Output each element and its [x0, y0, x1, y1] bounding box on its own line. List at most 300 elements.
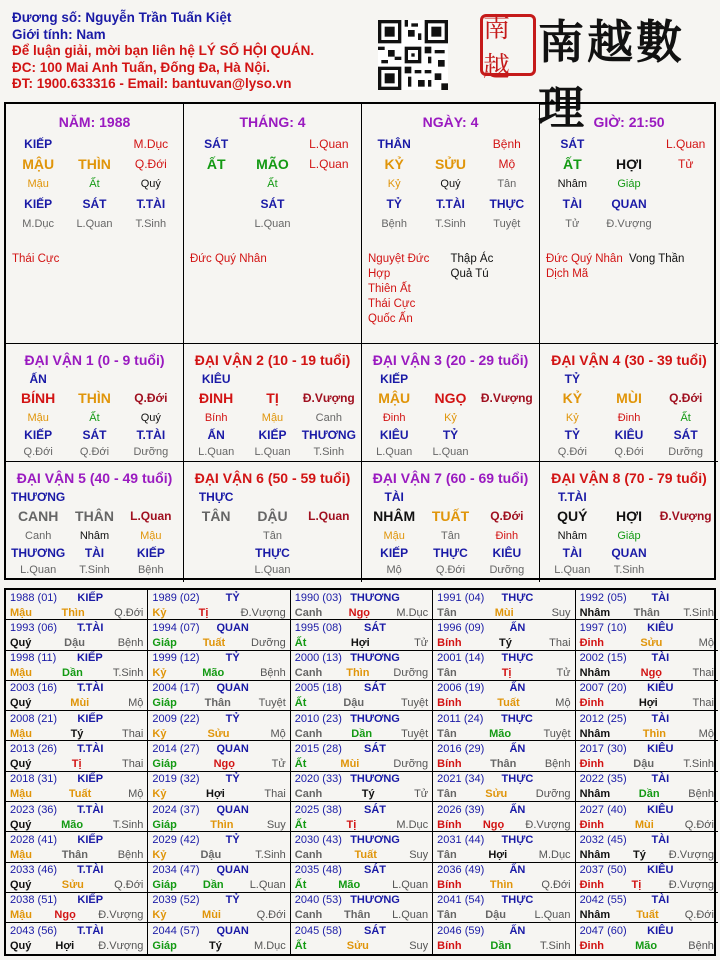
year-phase: T.Sinh — [255, 848, 286, 861]
year-label: 1997 (10) — [579, 621, 627, 634]
year-stem: Giáp — [152, 636, 177, 649]
year-label: 2017 (30) — [579, 742, 627, 755]
year-row-bottom — [291, 666, 432, 681]
year-branch: Tý — [70, 727, 84, 740]
year-phase: L.Quan — [392, 879, 429, 892]
year-stem: Canh — [294, 727, 323, 740]
cell-row — [362, 505, 539, 527]
year-branch: Tý — [361, 788, 375, 801]
cell-row — [540, 505, 718, 527]
year-branch: Mão — [202, 667, 225, 680]
year-phase: Tuyệt — [258, 697, 286, 710]
year-cell — [6, 832, 148, 862]
extras-left — [190, 252, 355, 267]
dai-van-body — [6, 488, 183, 578]
year-cell — [148, 741, 290, 771]
year-row-bottom — [148, 696, 289, 711]
year-god: KIÊU — [647, 621, 674, 634]
cell-text: Giáp — [617, 178, 641, 190]
year-row-top — [6, 681, 147, 696]
year-phase: Mộ — [698, 636, 714, 649]
cell-row — [184, 488, 361, 505]
cell-text: KIẾP — [24, 427, 53, 442]
cell-text: MẬU — [22, 156, 55, 172]
year-cell — [148, 590, 290, 620]
year-row-bottom — [148, 847, 289, 862]
year-phase: L.Quan — [392, 909, 429, 922]
year-row-top — [6, 772, 147, 787]
year-branch: Ngọ — [482, 818, 505, 831]
cell-row — [540, 488, 718, 505]
year-cell — [6, 863, 148, 893]
cell-text: TÀI — [562, 197, 582, 211]
year-stem: Giáp — [152, 697, 177, 710]
owner-label: Đương số: — [12, 10, 86, 25]
dai-van-cell — [184, 344, 362, 462]
year-cell — [148, 863, 290, 893]
year-row-top — [291, 651, 432, 666]
year-row-top — [291, 590, 432, 605]
year-phase: Dưỡng — [393, 667, 429, 680]
year-god: SÁT — [364, 742, 387, 755]
year-phase: M.Dục — [254, 939, 286, 952]
year-row-bottom — [6, 878, 147, 893]
year-row-bottom — [576, 787, 718, 802]
dai-van-body — [184, 488, 361, 578]
year-stem: Kỷ — [152, 788, 167, 801]
year-phase: Suy — [409, 939, 429, 952]
year-cell — [433, 893, 575, 923]
year-label: 2007 (20) — [579, 682, 627, 695]
year-branch: Hợi — [350, 636, 370, 649]
year-row-bottom — [433, 605, 574, 620]
year-cell — [576, 863, 718, 893]
chart-grid — [4, 102, 716, 580]
year-row-bottom — [6, 817, 147, 832]
year-branch: Tuất — [202, 636, 226, 649]
year-stem: Quý — [10, 939, 32, 952]
year-cell — [433, 620, 575, 650]
year-branch: Tuất — [497, 697, 520, 710]
year-row-bottom — [6, 666, 147, 681]
year-god: KIẾP — [76, 652, 103, 665]
pillar-extras — [6, 246, 183, 267]
year-phase: Tuyệt — [543, 727, 571, 740]
cell-text: T.TÀI — [136, 427, 166, 442]
year-branch: Thân — [61, 848, 88, 861]
year-stem: Nhâm — [579, 667, 611, 680]
year-label: 2031 (44) — [437, 833, 485, 846]
cell-text: KIẾP — [24, 137, 53, 151]
year-label: 2030 (43) — [294, 833, 342, 846]
year-branch: Ngọ — [54, 909, 76, 922]
year-row-top — [148, 681, 289, 696]
year-god: T.TÀI — [77, 621, 104, 634]
year-phase: T.Sinh — [539, 939, 571, 952]
year-row-bottom — [291, 908, 432, 923]
cell-text: Kỷ — [444, 411, 457, 424]
year-stem: Giáp — [152, 939, 177, 952]
year-row-top — [6, 590, 147, 605]
year-stem: Đinh — [579, 697, 605, 710]
cell-text: L.Quan — [198, 445, 235, 458]
year-label: 1992 (05) — [579, 591, 627, 604]
pillar-body — [540, 134, 718, 234]
cell-text: Q.Đới — [23, 445, 53, 458]
year-god: TỶ — [225, 712, 240, 725]
year-branch: Thìn — [210, 818, 234, 831]
dai-van-cell — [6, 344, 184, 462]
year-row-bottom — [148, 878, 289, 893]
owner-name: Nguyễn Trần Tuấn Kiệt — [85, 10, 232, 25]
cell-row — [184, 214, 361, 234]
year-branch: Mão — [61, 818, 84, 831]
year-label: 2032 (45) — [579, 833, 627, 846]
year-label: 2010 (23) — [294, 712, 342, 725]
year-cell — [433, 681, 575, 711]
year-phase: Tử — [556, 667, 571, 680]
dai-van-cell — [184, 462, 362, 582]
year-god: KIẾP — [77, 712, 104, 725]
dai-van-cell — [362, 344, 540, 462]
year-stem: Nhâm — [579, 788, 611, 801]
extra-star: Đức Quý Nhân — [546, 253, 623, 265]
year-phase: Q.Đới — [541, 879, 571, 892]
year-row-top — [291, 681, 432, 696]
year-label: 2016 (29) — [437, 742, 485, 755]
cell-text: THƯƠNG — [11, 489, 66, 504]
year-row-bottom — [433, 908, 574, 923]
year-god: ẤN — [509, 803, 526, 816]
year-phase: Đ.Vượng — [98, 909, 144, 922]
dai-van-body — [540, 488, 718, 578]
cell-text: Q.Đới — [557, 445, 587, 458]
year-phase: Mộ — [128, 788, 144, 801]
year-phase: Bệnh — [117, 848, 144, 861]
year-branch: Dần — [62, 667, 83, 680]
year-stem: Ất — [294, 879, 307, 892]
year-god: TÀI — [651, 591, 670, 604]
gender-label: Giới tính: — [12, 26, 77, 42]
cell-row — [6, 488, 183, 505]
cell-text: ĐINH — [199, 390, 234, 406]
year-stem: Quý — [10, 879, 32, 892]
year-cell — [576, 923, 718, 953]
year-row-bottom — [576, 696, 718, 711]
cell-row — [6, 154, 183, 174]
dai-van-body — [184, 370, 361, 460]
year-branch: Tuất — [354, 848, 377, 861]
cell-text: TỊ — [266, 390, 279, 406]
year-label: 2043 (56) — [10, 924, 58, 937]
year-stem: Bính — [437, 818, 462, 831]
year-branch: Mùi — [340, 757, 360, 770]
year-stem: Nhâm — [579, 606, 611, 619]
cell-text: QUAN — [611, 197, 647, 211]
cell-text: Tân — [263, 529, 282, 542]
year-phase: T.Sinh — [683, 757, 714, 770]
cell-text: TỶ — [564, 371, 580, 386]
dai-van-title: ĐẠI VẬN 6 (50 - 59 tuổi) — [194, 470, 351, 486]
year-label: 2027 (40) — [579, 803, 627, 816]
year-god: T.TÀI — [77, 682, 104, 695]
extra-star: Quốc Ấn — [368, 313, 413, 325]
cell-text: Ất — [89, 178, 100, 190]
year-stem: Kỷ — [152, 727, 167, 740]
cell-row — [6, 174, 183, 194]
year-god: THỰC — [501, 652, 534, 665]
year-god: KIẾP — [77, 591, 104, 604]
year-row-bottom — [148, 726, 289, 741]
year-phase: Mộ — [270, 727, 286, 740]
year-label: 2012 (25) — [579, 712, 627, 725]
year-label: 2023 (36) — [10, 803, 58, 816]
year-row-top — [576, 772, 718, 787]
year-row-bottom — [433, 787, 574, 802]
address-line: ĐC: 100 Mai Anh Tuấn, Đống Đa, Hà Nội. — [12, 59, 271, 75]
cell-row — [362, 527, 539, 544]
year-branch: Thìn — [346, 667, 370, 680]
year-phase: Q.Đới — [684, 909, 714, 922]
cell-text: KIÊU — [201, 371, 231, 386]
year-phase: Tử — [414, 788, 429, 801]
year-row-top — [291, 772, 432, 787]
year-stem: Giáp — [152, 879, 177, 892]
cell-text: Q.Đới — [490, 509, 524, 523]
extra-star: Quả Tú — [450, 268, 489, 280]
year-phase: T.Sinh — [112, 818, 144, 831]
cell-row — [6, 544, 183, 561]
year-god: TÀI — [651, 773, 670, 786]
year-row-top — [433, 863, 574, 878]
cell-row — [362, 134, 539, 154]
year-label: 1995 (08) — [294, 621, 342, 634]
cell-row — [362, 443, 539, 460]
year-row-top — [6, 923, 147, 938]
cell-text: Bệnh — [492, 137, 521, 151]
year-row-top — [148, 863, 289, 878]
year-god: TỶ — [225, 591, 240, 604]
year-god: KIÊU — [647, 803, 674, 816]
year-cell — [433, 772, 575, 802]
year-branch: Dậu — [64, 636, 85, 649]
year-phase: M.Dục — [396, 818, 429, 831]
cell-row — [362, 409, 539, 426]
year-stem: Đinh — [579, 818, 605, 831]
year-god: THƯƠNG — [350, 894, 400, 907]
year-cell — [291, 651, 433, 681]
year-phase: Bệnh — [117, 636, 144, 649]
year-row-bottom — [433, 817, 574, 832]
year-god: ẤN — [509, 621, 526, 634]
year-label: 2036 (49) — [437, 864, 485, 877]
year-row-top — [576, 651, 718, 666]
year-phase: Đ.Vượng — [668, 848, 714, 861]
year-stem: Ất — [294, 636, 307, 649]
cell-text: TÀI — [384, 489, 404, 504]
year-god: KIÊU — [647, 924, 674, 937]
year-cell — [6, 651, 148, 681]
extras-left — [12, 252, 177, 267]
cell-text: THƯƠNG — [301, 427, 356, 442]
year-phase: Đ.Vượng — [668, 879, 714, 892]
cell-text: T.TÀI — [436, 197, 465, 211]
year-stem: Mậu — [10, 909, 32, 922]
extra-star: Vong Thần — [629, 253, 685, 265]
year-label: 1988 (01) — [10, 591, 58, 604]
year-stem: Tân — [437, 606, 457, 619]
pillar-title: GIỜ: 21:50 — [593, 114, 665, 130]
cell-row — [184, 544, 361, 561]
year-stem: Bính — [437, 879, 462, 892]
cell-text: SÁT — [673, 427, 698, 442]
year-phase: L.Quan — [534, 909, 571, 922]
year-stem: Tân — [437, 727, 457, 740]
year-god: QUAN — [216, 621, 249, 634]
year-label: 2042 (55) — [579, 894, 627, 907]
year-god: SÁT — [364, 621, 387, 634]
cell-text: ẤN — [207, 427, 225, 442]
cell-text: Ất — [680, 411, 691, 424]
cell-text: Q.Đới — [669, 391, 703, 405]
year-phase: Q.Đới — [114, 879, 144, 892]
year-branch: Thìn — [642, 727, 666, 740]
year-row-bottom — [6, 847, 147, 862]
year-cell — [6, 802, 148, 832]
cell-text: Giáp — [617, 529, 641, 542]
cell-row — [362, 426, 539, 443]
cell-row — [184, 174, 361, 194]
year-label: 1993 (06) — [10, 621, 58, 634]
year-phase: Q.Đới — [256, 909, 286, 922]
cell-text: KỶ — [384, 156, 404, 172]
year-god: TỶ — [225, 773, 240, 786]
year-phase: Thai — [692, 667, 714, 680]
cell-row — [184, 387, 361, 409]
year-row-bottom — [6, 787, 147, 802]
year-cell — [6, 590, 148, 620]
year-phase: M.Dục — [396, 606, 429, 619]
cell-row — [540, 387, 718, 409]
year-stem: Nhâm — [579, 848, 611, 861]
year-row-bottom — [291, 817, 432, 832]
year-cell — [291, 590, 433, 620]
year-label: 2035 (48) — [294, 864, 342, 877]
cell-row — [540, 527, 718, 544]
year-god: T.TÀI — [77, 864, 104, 877]
year-god: QUAN — [216, 803, 249, 816]
cell-row — [540, 426, 718, 443]
cell-text: SÁT — [82, 427, 107, 442]
year-row-bottom — [576, 756, 718, 771]
dai-van-cell — [6, 462, 184, 582]
cell-text: Mộ — [498, 157, 516, 171]
year-stem: Canh — [294, 848, 323, 861]
cell-text: Kỷ — [565, 411, 579, 424]
year-stem: Kỷ — [152, 909, 167, 922]
cell-text: T.Sinh — [613, 563, 645, 576]
cell-text: L.Quan — [309, 157, 349, 171]
year-phase: Tuyệt — [401, 727, 429, 740]
year-label: 2040 (53) — [294, 894, 342, 907]
year-cell — [291, 893, 433, 923]
cell-text: Mậu — [27, 411, 49, 424]
year-row-top — [6, 741, 147, 756]
cell-row — [184, 194, 361, 214]
year-branch: Tý — [498, 636, 512, 649]
year-label: 2034 (47) — [152, 864, 200, 877]
year-stem: Đinh — [579, 879, 605, 892]
year-stem: Canh — [294, 788, 323, 801]
year-stem: Mậu — [10, 788, 32, 801]
year-stem: Bính — [437, 939, 462, 952]
cell-text: ẤT — [563, 156, 582, 172]
year-row-top — [291, 620, 432, 635]
cell-text: Dưỡng — [668, 445, 704, 458]
year-row-top — [291, 802, 432, 817]
cell-row — [184, 527, 361, 544]
cell-text: TÀI — [562, 545, 582, 560]
cell-text: Q.Đới — [134, 157, 167, 171]
cell-row — [540, 409, 718, 426]
year-row-top — [6, 802, 147, 817]
year-god: KIÊU — [647, 864, 674, 877]
cell-text: L.Quan — [308, 509, 350, 523]
year-branch: Ngọ — [213, 757, 235, 770]
extra-star: Thái Cực — [368, 298, 416, 310]
year-row-bottom — [6, 696, 147, 711]
year-row-top — [6, 832, 147, 847]
year-god: TỶ — [225, 833, 240, 846]
year-row-top — [148, 832, 289, 847]
year-branch: Dần — [490, 939, 512, 952]
cell-text: THÂN — [75, 508, 114, 524]
year-row-top — [148, 741, 289, 756]
year-cell — [576, 681, 718, 711]
cell-text: L.Quan — [254, 445, 291, 458]
year-phase: Dưỡng — [393, 757, 429, 770]
year-row-top — [576, 863, 718, 878]
year-row-top — [148, 711, 289, 726]
year-row-top — [576, 832, 718, 847]
year-god: TÀI — [651, 833, 670, 846]
year-row-top — [433, 590, 574, 605]
cell-text: DẬU — [257, 508, 288, 524]
cell-text: Nhâm — [557, 178, 587, 190]
pillar-cell — [6, 104, 184, 344]
cell-text: Mậu — [140, 529, 162, 542]
year-branch: Hợi — [488, 848, 508, 861]
year-branch: Thân — [344, 909, 371, 922]
year-row-bottom — [148, 817, 289, 832]
year-god: KIẾP — [77, 773, 104, 786]
year-god: SÁT — [364, 864, 387, 877]
year-stem: Giáp — [152, 757, 177, 770]
cell-text: HỢI — [616, 508, 642, 524]
year-row-bottom — [433, 696, 574, 711]
year-god: SÁT — [364, 682, 387, 695]
year-label: 2021 (34) — [437, 773, 485, 786]
year-branch: Dậu — [485, 909, 506, 922]
year-stem: Quý — [10, 818, 32, 831]
year-god: QUAN — [216, 682, 249, 695]
year-row-bottom — [291, 756, 432, 771]
year-stem: Ất — [294, 939, 307, 952]
year-row-bottom — [576, 878, 718, 893]
year-branch: Thân — [490, 757, 517, 770]
year-cell — [291, 681, 433, 711]
year-god: ẤN — [509, 924, 526, 937]
